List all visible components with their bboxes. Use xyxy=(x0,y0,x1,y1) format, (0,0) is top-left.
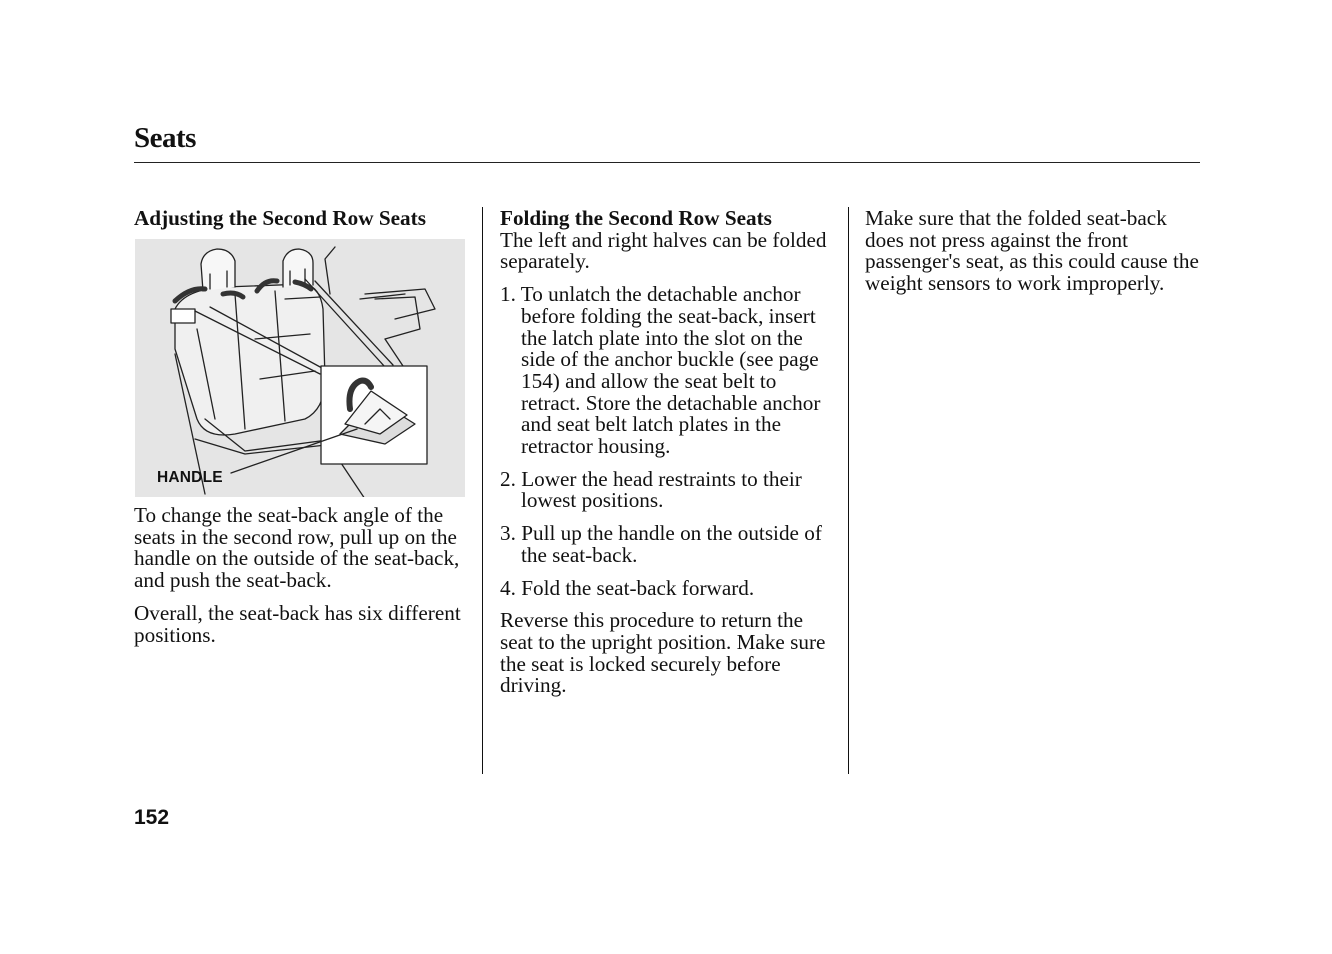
page-title: Seats xyxy=(134,122,196,154)
column-caution xyxy=(865,208,1200,295)
list-item: 4. Fold the seat-back forward. xyxy=(500,575,755,600)
handle-callout-label: HANDLE xyxy=(157,469,223,486)
column-adjusting xyxy=(134,208,470,230)
list-item: 3. Pull up the handle on the outside of the seat-back. xyxy=(500,521,822,567)
list-item: 1. To unlatch the detachable anchor before folding the seat-back, insert the latch plate into the slot on the side of the anchor buckle (see page 154) and allow the seat belt to retract. Store the detachable anchor and seat belt latch plates in the retractor housing. xyxy=(500,282,821,459)
paragraph-adjust-angle: To change the seat-back angle of the seats in the second row, pull up on the handle on the outside of the seat-back, and push the seat-back. xyxy=(134,503,460,593)
column-folding xyxy=(500,208,838,697)
seat-handle-illustration xyxy=(135,239,465,497)
paragraph-reverse-procedure: Reverse this procedure to return the seat to the upright position. Make sure the seat is locked securely before driving. xyxy=(500,608,826,698)
page-number: 152 xyxy=(134,806,170,829)
folding-steps-list xyxy=(500,284,838,599)
seat-illustration-drawing xyxy=(135,239,465,497)
column-divider-left xyxy=(482,207,483,774)
section-heading-adjusting: Adjusting the Second Row Seats xyxy=(134,206,426,230)
section-heading-folding: Folding the Second Row Seats xyxy=(500,206,772,230)
paragraph-six-positions: Overall, the seat-back has six different positions. xyxy=(134,600,461,647)
list-item: 2. Lower the head restraints to their lowest positions. xyxy=(500,466,802,513)
paragraph-weight-sensors: Make sure that the folded seat-back does not press against the front passenger's seat, as this could cause the weight sensors to work improperly. xyxy=(865,206,1199,296)
column-adjusting-body xyxy=(134,505,470,646)
paragraph-folding-intro: The left and right halves can be folded separately. xyxy=(500,227,827,274)
title-divider xyxy=(134,162,1200,163)
column-divider-right xyxy=(848,207,849,774)
